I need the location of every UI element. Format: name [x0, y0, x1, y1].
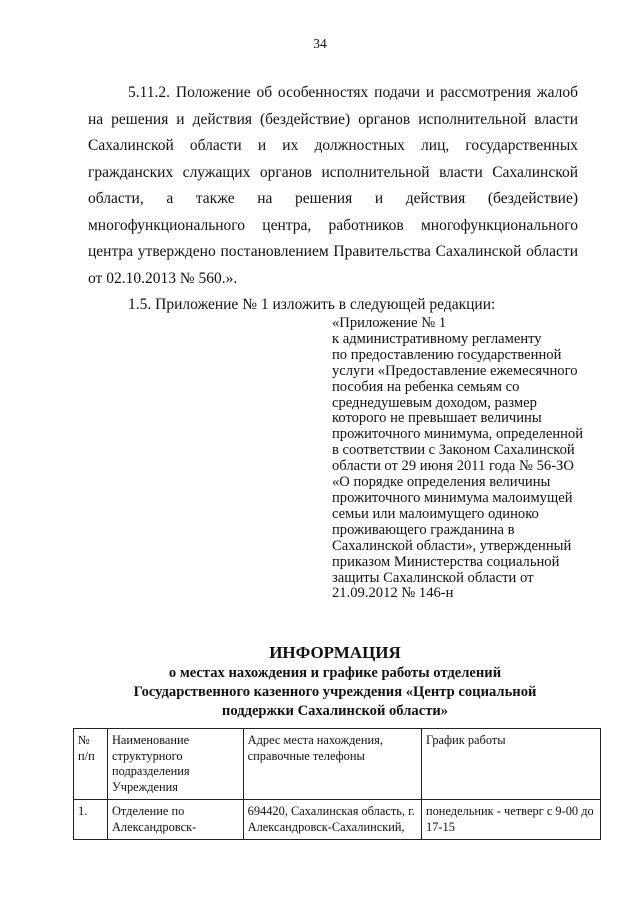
appendix-line: прожиточного минимума, определенной — [332, 426, 584, 443]
info-title: ИНФОРМАЦИЯ — [269, 643, 401, 662]
appendix-line: Сахалинской области», утвержденный — [332, 537, 572, 554]
info-subtitle-line: поддержки Сахалинской области» — [221, 703, 449, 719]
appendix-line: прожиточного минимума малоимущей — [332, 489, 573, 506]
appendix-line: по предоставлению государственной — [332, 346, 562, 363]
appendix-line: «О порядке определения величины — [332, 474, 551, 491]
appendix-line: семьи или малоимущего одиноко — [332, 505, 539, 522]
appendix-line: 21.09.2012 № 146-н — [332, 585, 454, 602]
cell-number: 1. — [74, 800, 108, 840]
header-address: Адрес места нахождения, справочные телефоны — [243, 729, 421, 800]
appendix-line: услуги «Предоставление ежемесячного — [332, 362, 578, 379]
table-header-row — [74, 729, 601, 800]
cell-address: 694420, Сахалинская область, г. Александровск-Сахалинский, — [243, 800, 421, 840]
appendix-line: пособия на ребенка семьям со — [332, 378, 520, 395]
appendix-line: области от 29 июня 2011 года № 56-ЗО — [332, 458, 574, 475]
header-schedule: График работы — [421, 729, 600, 800]
paragraph-1-5: 1.5. Приложение № 1 изложить в следующей редакции: — [128, 296, 496, 313]
appendix-line: проживающего гражданина в — [332, 521, 515, 538]
appendix-line: среднедушевым доходом, размер — [332, 394, 537, 411]
appendix-line: приказом Министерства социальной — [332, 553, 560, 570]
page-number: 34 — [313, 36, 327, 51]
body-text — [88, 80, 578, 319]
info-subtitle-line: о местах нахождения и графике работы отделений — [168, 665, 502, 681]
info-subtitle-line: Государственного казенного учреждения «Центр социальной — [133, 684, 537, 700]
appendix-line: «Приложение № 1 — [332, 315, 447, 331]
offices-table — [73, 728, 601, 840]
appendix-reference — [332, 316, 596, 602]
appendix-line: в соответствии с Законом Сахалинской — [332, 442, 575, 459]
info-heading — [60, 642, 610, 721]
paragraph-5-11-2: 5.11.2. Положение об особенностях подачи и рассмотрения жалоб на решения и действия (бездействие) органов исполнительной власти Сахалинской области и их должностных лиц, государственных гражданских служащих органов исполнительной власти Сахалинской области, а также на решения и действия (бездействие) многофункционального центра, работников многофункционального центра утверждено постановлением Правительства Сахалинской области от 02.10.2013 № 560.». — [88, 84, 578, 287]
appendix-line: к административному регламенту — [332, 330, 542, 347]
cell-schedule: понедельник - четверг с 9-00 до 17-15 — [421, 800, 600, 840]
appendix-line: защиты Сахалинской области от — [332, 569, 534, 586]
header-number: № п/п — [74, 729, 108, 800]
table-row — [74, 800, 601, 840]
appendix-line: которого не превышает величины — [332, 410, 542, 427]
cell-division-name: Отделение по Александровск- — [107, 800, 243, 840]
header-division-name: Наименование структурного подразделения Учреждения — [107, 729, 243, 800]
